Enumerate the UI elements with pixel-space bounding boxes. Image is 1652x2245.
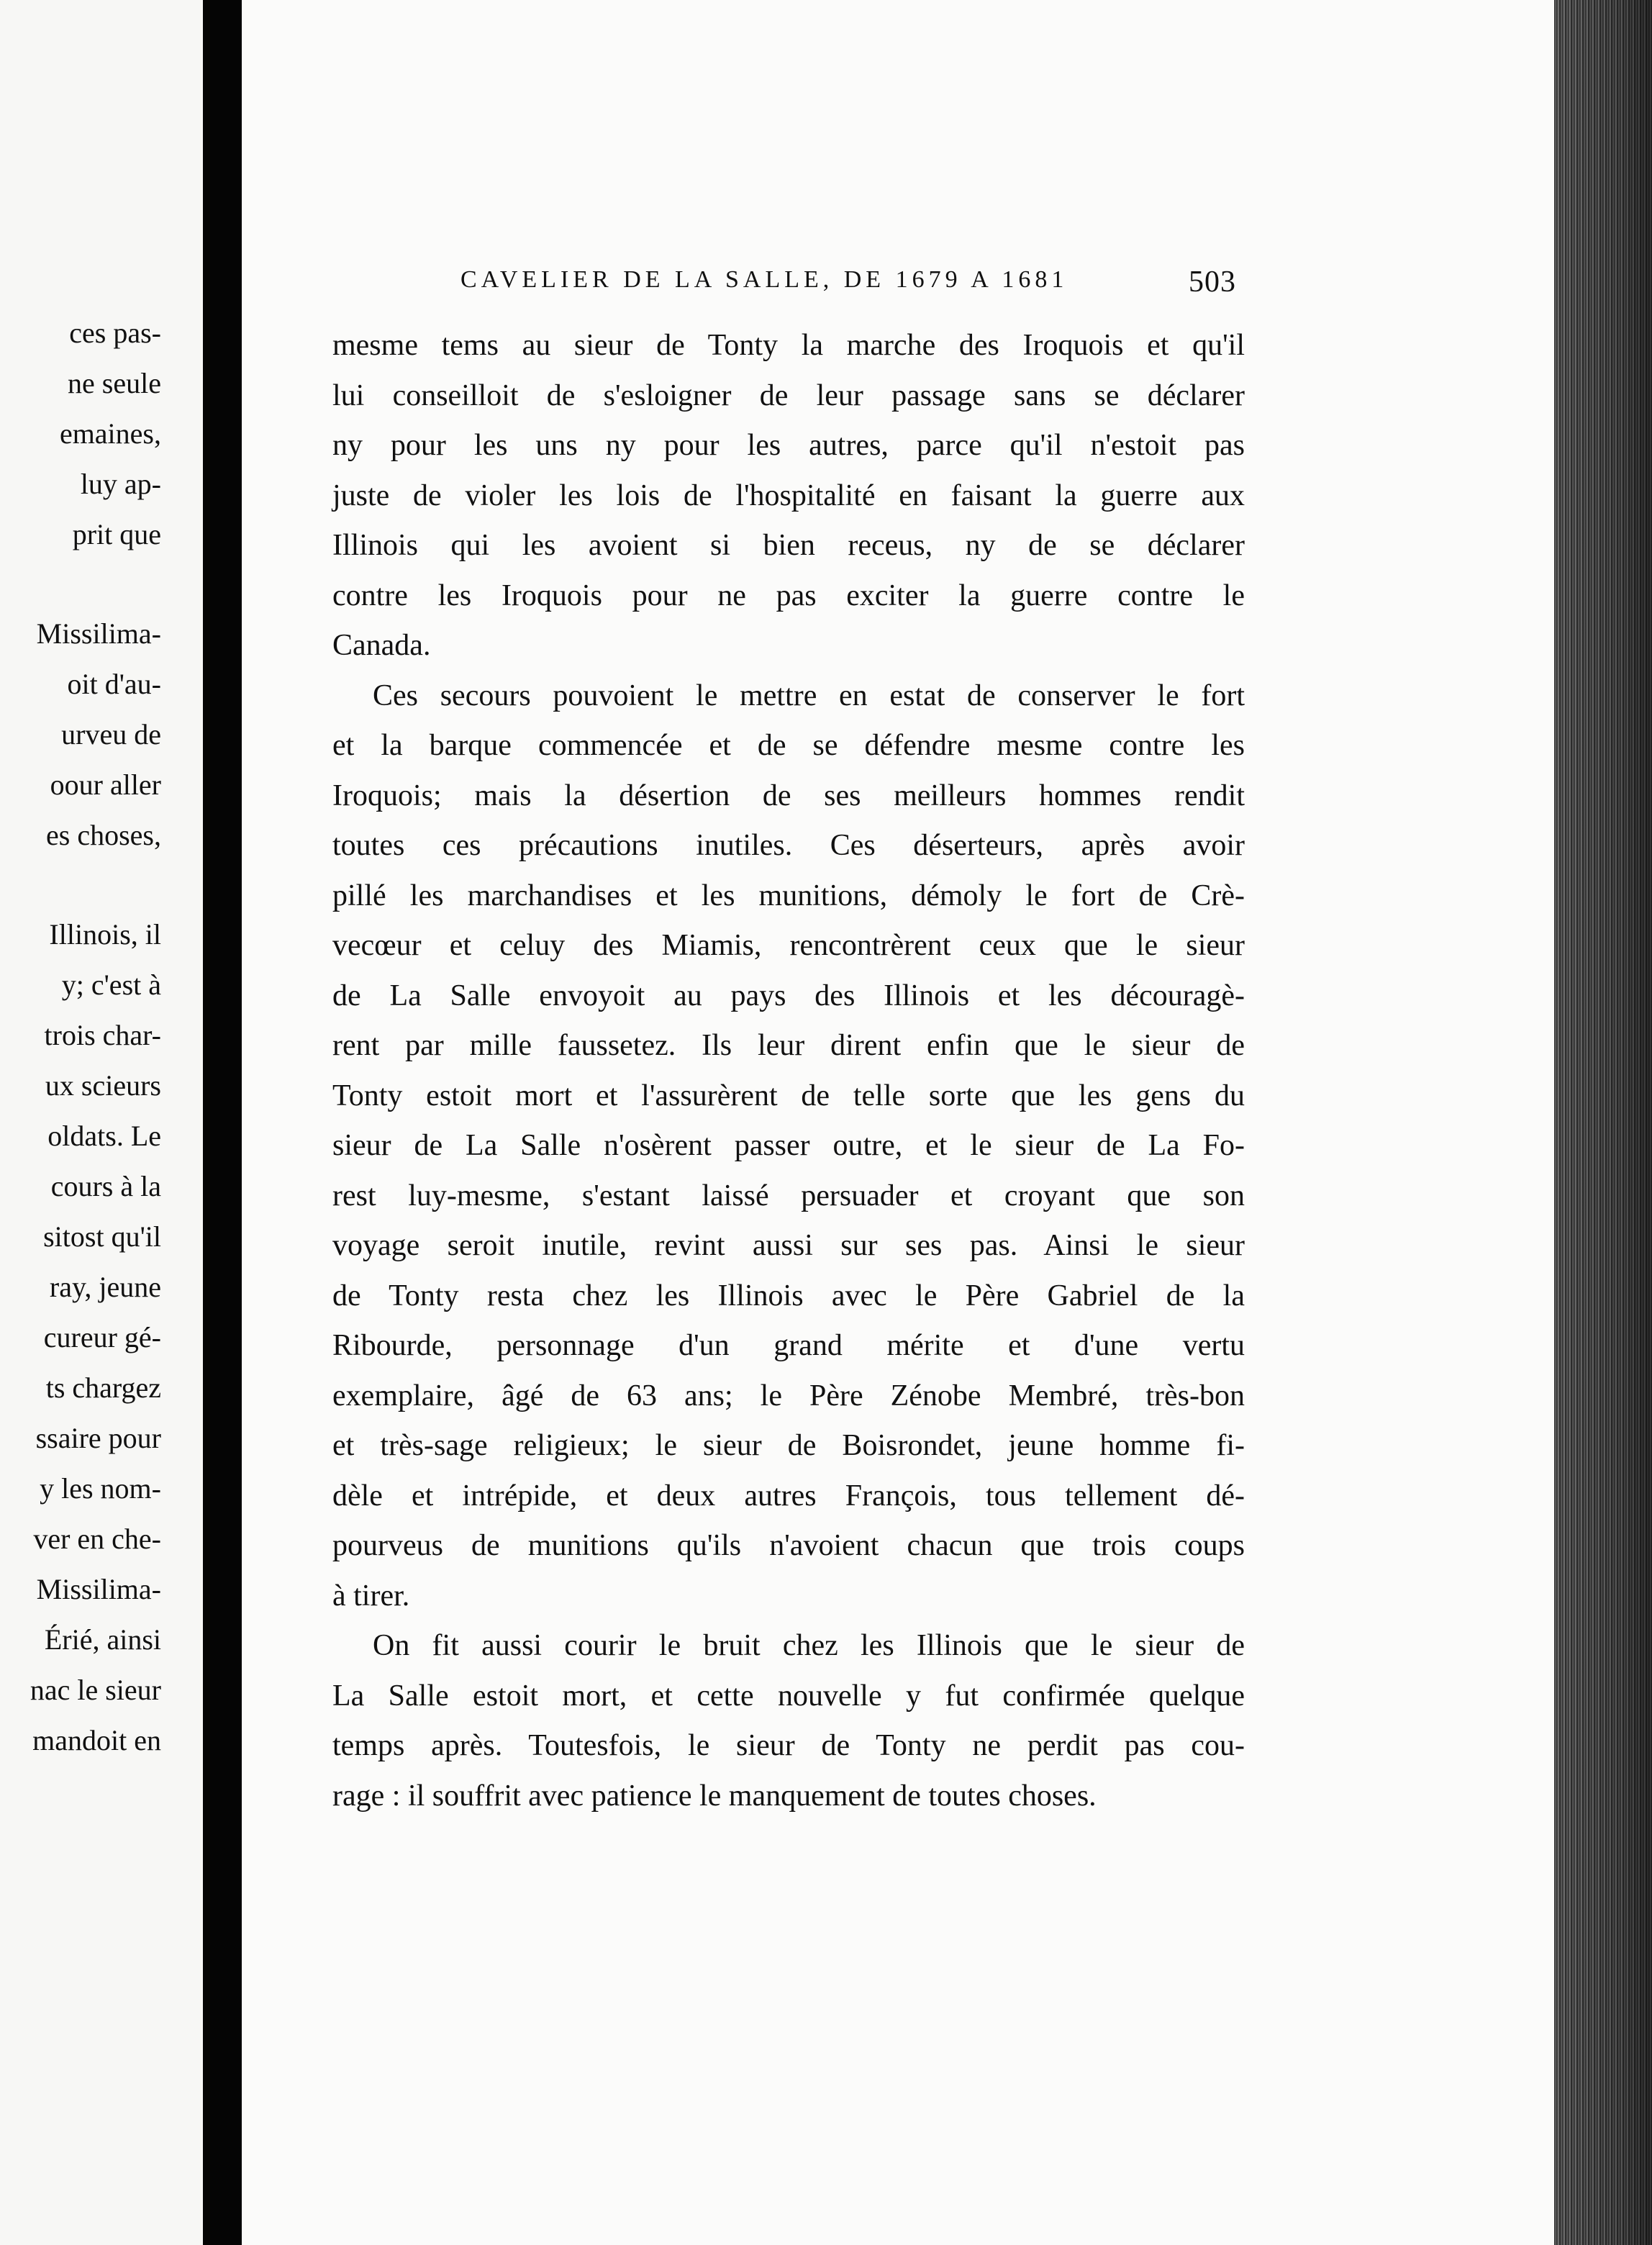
paragraph: [332, 321, 1245, 671]
left-facing-page: [0, 0, 203, 2245]
text-line: Tonty estoit mort et l'assurèrent de telle sorte que les gens du: [332, 1079, 1245, 1112]
paragraph: [332, 671, 1245, 1622]
left-page-text: [0, 308, 203, 1766]
text-line: sieur de La Salle n'osèrent passer outre, et le sieur de La Fo-: [332, 1129, 1245, 1162]
left-page-line: cureur gé-: [43, 1321, 161, 1353]
left-page-line: y; c'est à: [61, 969, 161, 1001]
left-page-line: ver en che-: [33, 1523, 161, 1555]
text-line: Iroquois; mais la désertion de ses meilleurs hommes rendit: [332, 779, 1245, 812]
left-page-line: cours à la: [50, 1170, 161, 1202]
left-page-line: ts chargez: [45, 1371, 161, 1404]
left-page-line: ray, jeune: [49, 1271, 161, 1303]
left-page-line: ssaire pour: [35, 1422, 161, 1454]
left-page-line: trois char-: [44, 1019, 161, 1051]
left-page-line: emaines,: [59, 417, 161, 450]
text-line: et la barque commencée et de se défendre mesme contre les: [332, 729, 1245, 762]
text-line: de Tonty resta chez les Illinois avec le Père Gabriel de la: [332, 1279, 1245, 1312]
left-page-line: ux scieurs: [45, 1069, 161, 1102]
left-page-line: mandoit en: [32, 1724, 161, 1756]
body-text: [332, 321, 1245, 1821]
left-page-line: Érié, ainsi: [44, 1623, 161, 1656]
text-line: La Salle estoit mort, et cette nouvelle y fut confirmée quelque: [332, 1679, 1245, 1713]
left-page-line: Missilima-: [36, 1573, 161, 1605]
text-line: voyage seroit inutile, revint aussi sur ses pas. Ainsi le sieur: [332, 1229, 1245, 1262]
text-line: ny pour les uns ny pour les autres, parce qu'il n'estoit pas: [332, 429, 1245, 462]
text-line: Illinois qui les avoient si bien receus, ny de se déclarer: [332, 529, 1245, 562]
left-page-line: ne seule: [68, 367, 161, 399]
left-page-line: Illinois, il: [49, 918, 161, 951]
text-line: pillé les marchandises et les munitions, démoly le fort de Crè-: [332, 879, 1245, 912]
left-page-line: nac le sieur: [30, 1674, 161, 1706]
text-line: toutes ces précautions inutiles. Ces déserteurs, après avoir: [332, 829, 1245, 862]
left-page-line: Missilima-: [36, 617, 161, 650]
left-page-line: prit que: [72, 518, 161, 550]
left-page-line: oit d'au-: [67, 668, 161, 700]
page-number: 503: [1189, 266, 1236, 299]
left-page-line: urveu de: [61, 718, 161, 750]
page-edges-shade: [1554, 0, 1652, 2245]
text-line: dèle et intrépide, et deux autres François, tous tellement dé-: [332, 1479, 1245, 1512]
left-page-line: [0, 861, 203, 910]
text-line: de La Salle envoyoit au pays des Illinois et les découragè-: [332, 979, 1245, 1012]
text-line: vecœur et celuy des Miamis, rencontrèrent ceux que le sieur: [332, 929, 1245, 962]
left-page-line: oour aller: [50, 768, 161, 801]
text-line: rent par mille faussetez. Ils leur dirent enfin que le sieur de: [332, 1029, 1245, 1062]
text-line: à tirer.: [332, 1579, 410, 1613]
page-edges: [1554, 0, 1652, 2245]
left-page-line: [0, 560, 203, 609]
text-line: Ces secours pouvoient le mettre en estat de conserver le fort: [373, 679, 1245, 712]
running-head-title: CAVELIER DE LA SALLE, DE 1679 A 1681: [460, 266, 1068, 293]
running-head: [460, 260, 1245, 304]
left-page-line: luy ap-: [80, 468, 161, 500]
text-line: rage : il souffrit avec patience le manquement de toutes choses.: [332, 1779, 1097, 1813]
left-page-line: y les nom-: [40, 1472, 161, 1505]
text-line: lui conseilloit de s'esloigner de leur passage sans se déclarer: [332, 378, 1245, 412]
text-line: rest luy-mesme, s'estant laissé persuader et croyant que son: [332, 1179, 1245, 1212]
text-line: contre les Iroquois pour ne pas exciter la guerre contre le: [332, 579, 1245, 612]
paragraph: [332, 1621, 1245, 1821]
text-line: exemplaire, âgé de 63 ans; le Père Zénobe Membré, très-bon: [332, 1379, 1245, 1412]
left-page-line: es choses,: [46, 819, 161, 851]
left-page-line: oldats. Le: [47, 1120, 161, 1152]
left-page-line: ces pas-: [69, 317, 161, 349]
text-line: juste de violer les lois de l'hospitalité en faisant la guerre aux: [332, 479, 1245, 512]
book-gutter: [203, 0, 242, 2245]
text-line: pourveus de munitions qu'ils n'avoient chacun que trois coups: [332, 1529, 1245, 1562]
left-page-line: sitost qu'il: [43, 1220, 161, 1253]
text-line: On fit aussi courir le bruit chez les Illinois que le sieur de: [373, 1629, 1245, 1662]
text-line: et très-sage religieux; le sieur de Boisrondet, jeune homme fi-: [332, 1429, 1245, 1462]
text-line: Canada.: [332, 629, 431, 662]
text-line: Ribourde, personnage d'un grand mérite et d'une vertu: [332, 1329, 1245, 1362]
text-line: mesme tems au sieur de Tonty la marche des Iroquois et qu'il: [332, 329, 1245, 362]
text-line: temps après. Toutesfois, le sieur de Tonty ne perdit pas cou-: [332, 1729, 1245, 1762]
